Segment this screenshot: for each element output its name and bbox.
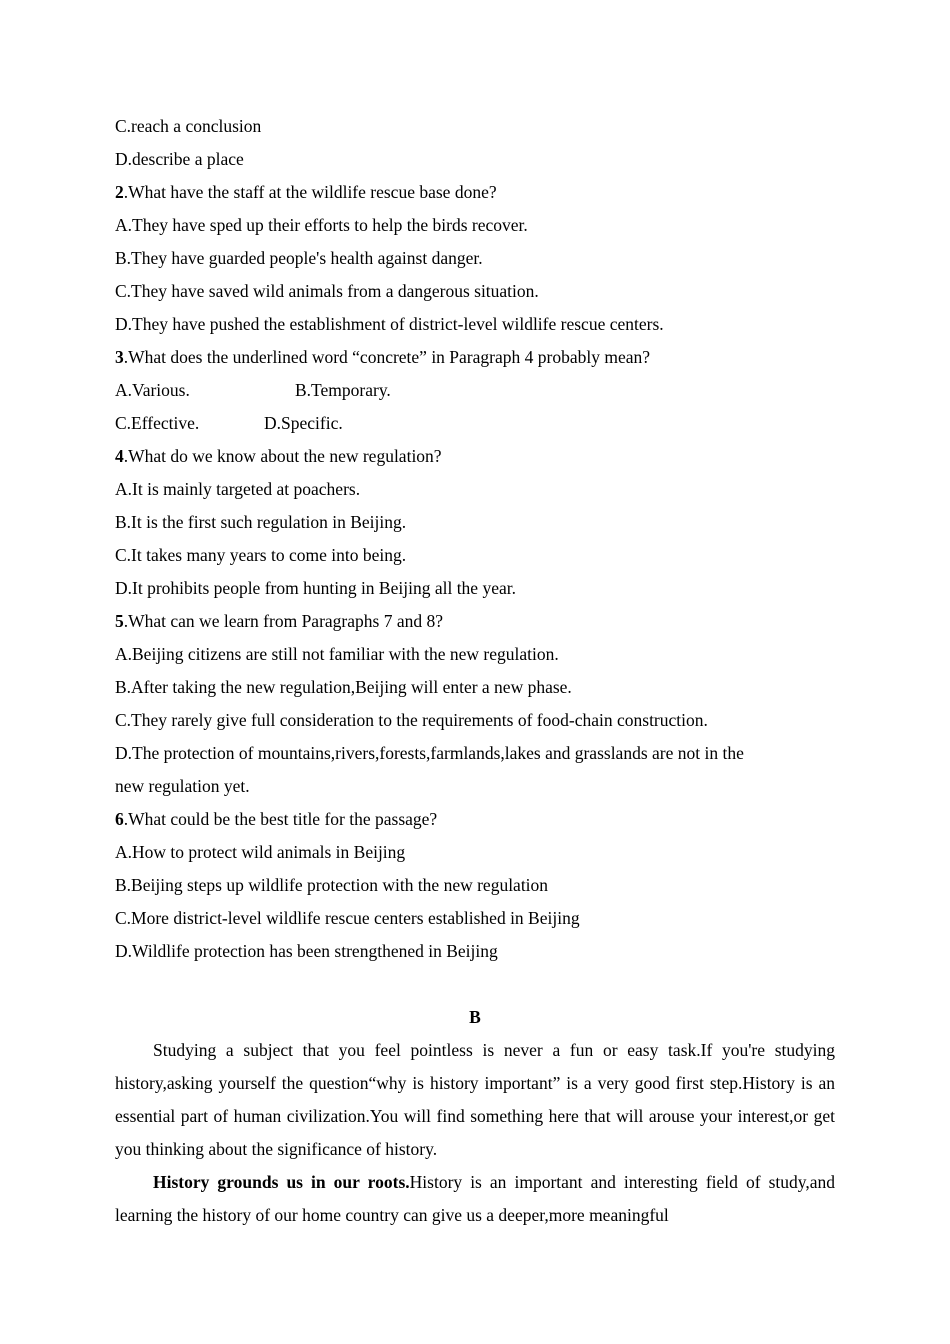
q2-number: 2 — [115, 182, 124, 202]
q2-stem — [115, 176, 835, 209]
q3-option-c: C.Effective. — [115, 413, 200, 433]
q1-option-d: D.describe a place — [115, 149, 244, 169]
q2-option-c: C.They have saved wild animals from a dangerous situation. — [115, 281, 539, 301]
q6-stem — [115, 803, 835, 836]
q5-option-c: C.They rarely give full consideration to the requirements of food-chain construction. — [115, 710, 708, 730]
q3-number: 3 — [115, 347, 124, 367]
q5-option-d-line-1: D.The protection of mountains,rivers,forests,farmlands,lakes and grasslands are not in the — [115, 743, 744, 763]
q5-stem — [115, 605, 835, 638]
q2-option-d: D.They have pushed the establishment of district-level wildlife rescue centers. — [115, 314, 664, 334]
q4-option-d: D.It prohibits people from hunting in Beijing all the year. — [115, 578, 516, 598]
q2-option-a: A.They have sped up their efforts to help the birds recover. — [115, 215, 528, 235]
q4-option-c: C.It takes many years to come into being. — [115, 545, 407, 565]
q3-option-a: A.Various. — [115, 380, 190, 400]
q2-option-b: B.They have guarded people's health against danger. — [115, 248, 483, 268]
q5-option-a: A.Beijing citizens are still not familiar with the new regulation. — [115, 644, 559, 664]
section-spacer — [115, 968, 835, 1001]
q4-stem-text: .What do we know about the new regulation? — [123, 446, 442, 466]
q3-options-row-2 — [115, 407, 835, 440]
paragraph-2-text: History is an important and interesting field of study,and learning the history of our home country can give us a deeper,more meaningful — [115, 1172, 836, 1225]
paragraph-2-lead-sentence: History grounds us in our roots. — [153, 1172, 410, 1192]
q3-options-row-1 — [115, 374, 835, 407]
q5-option-b: B.After taking the new regulation,Beijing will enter a new phase. — [115, 677, 572, 697]
q4-option-a: A.It is mainly targeted at poachers. — [115, 479, 361, 499]
page-content — [115, 110, 835, 1232]
q6-option-d: D.Wildlife protection has been strengthened in Beijing — [115, 941, 498, 961]
q3-option-d: D.Specific. — [264, 413, 343, 433]
q4-option-b: B.It is the first such regulation in Beijing. — [115, 512, 407, 532]
section-b-heading: B — [469, 1007, 481, 1027]
q3-stem — [115, 341, 835, 374]
q6-option-b: B.Beijing steps up wildlife protection with the new regulation — [115, 875, 549, 895]
section-b-paragraph-2 — [115, 1166, 835, 1232]
q6-stem-text: .What could be the best title for the passage? — [123, 809, 438, 829]
q6-option-c: C.More district-level wildlife rescue centers established in Beijing — [115, 908, 580, 928]
q1-option-c: C.reach a conclusion — [115, 116, 262, 136]
q5-stem-text: .What can we learn from Paragraphs 7 and 8? — [123, 611, 443, 631]
section-b-paragraph-1: Studying a subject that you feel pointless is never a fun or easy task.If you're studying history,asking yourself the question“why is history important” is a very good first step.History is an essential part of human civilization.You will find something here that will arouse your interest,or get you thinking about the significance of history. — [115, 1040, 835, 1159]
q2-stem-text: .What have the staff at the wildlife rescue base done? — [123, 182, 497, 202]
q6-option-a: A.How to protect wild animals in Beijing — [115, 842, 406, 862]
q3-option-b: B.Temporary. — [295, 380, 391, 400]
q6-number: 6 — [115, 809, 124, 829]
q4-stem — [115, 440, 835, 473]
q5-option-d-line-2: new regulation yet. — [115, 776, 250, 796]
q5-number: 5 — [115, 611, 124, 631]
q4-number: 4 — [115, 446, 124, 466]
q3-stem-text: .What does the underlined word “concrete” in Paragraph 4 probably mean? — [123, 347, 650, 367]
